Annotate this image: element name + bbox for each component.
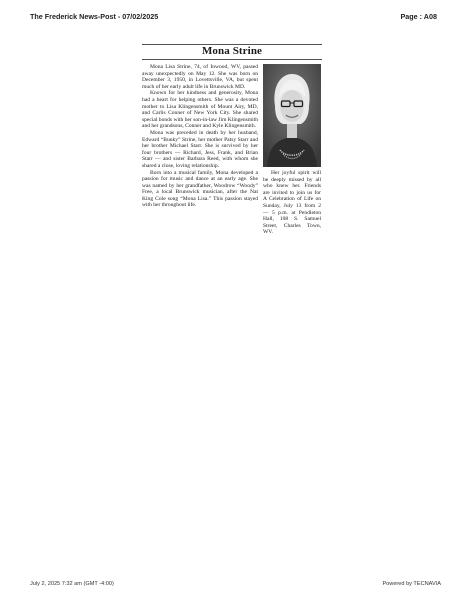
portrait-photo bbox=[263, 64, 321, 167]
title-bottom-rule bbox=[142, 59, 322, 60]
paragraph: Mona Lisa Strine, 74, of Inwood, WV, passed away unexpectedly on May 12. She was born on December 3, 1950, in Lovettsville, VA, but spent much of her early adult life in Brunswick MD. bbox=[142, 64, 258, 90]
paragraph: Born into a musical family, Mona developed a passion for music and dance at an early age. She was named by her grandfather, Woodrow “Woody” Free, a local Brunswick musician, after the Nat King Cole song “Mona Lisa.” This passion stayed with her throughout life. bbox=[142, 169, 258, 209]
paragraph: Her joyful spirit will be deeply missed by all who knew her. Friends are invited to join us for A Celebration of Life on Sunday, July 13 from 2 — 5 p.m. at Pendleton Hall, 108 S. Samuel Street, Charles Town, WV. bbox=[263, 170, 321, 236]
portrait-image bbox=[263, 64, 321, 167]
print-timestamp: July 2, 2025 7:32 am (GMT -4:00) bbox=[30, 581, 114, 587]
obituary-title: Mona Strine bbox=[201, 45, 263, 57]
obituary-column-2 bbox=[263, 170, 321, 236]
page-number: Page : A08 bbox=[400, 12, 437, 21]
powered-by-credit: Powered by TECNAVIA bbox=[382, 581, 441, 587]
obituary-column-1 bbox=[142, 64, 258, 209]
publication-header: The Frederick News-Post - 07/02/2025 bbox=[30, 12, 159, 21]
paragraph: Known for her kindness and generosity, Mona had a heart for helping others. She was a devoted mother to Lisa Klingensmith of Mount Airy, MD, and Carlis Conner of New York City. She shared special bonds with her son-in-law Jim Klingensmith and her grandsons, Conner and Kyle Klingensmith. bbox=[142, 90, 258, 130]
paragraph: Mona was preceded in death by her husband, Edward “Bunky” Strine, her mother Patsy Starr and her brother Michael Starr. She is survived by her four brothers — Richard, Jess, Frank, and Brian Starr — and sister Barbara Reed, with whom she shared a close, loving relationship. bbox=[142, 129, 258, 169]
